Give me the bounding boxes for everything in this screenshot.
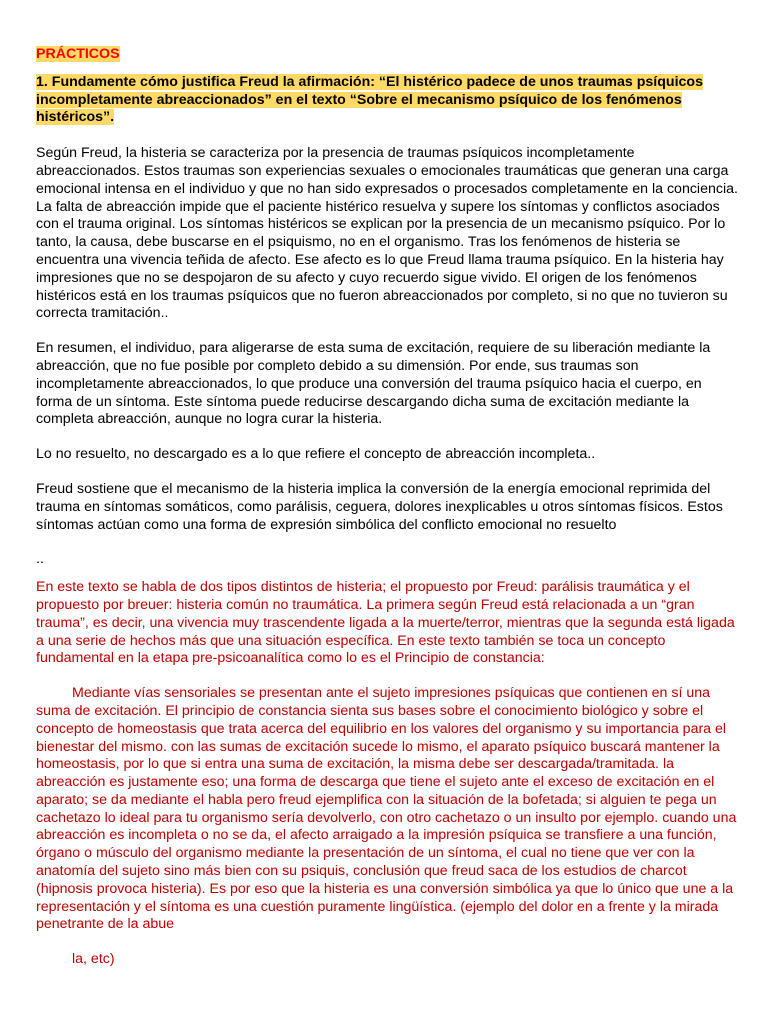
paragraph-tail: la, etc) xyxy=(72,951,115,968)
paragraph-no-resuelto: Lo no resuelto, no descargado es a lo que refiere el concepto de abreacción incompleta.. xyxy=(36,446,596,463)
paragraph-principio-constancia: Mediante vías sensoriales se presentan ante el sujeto impresiones psíquicas que contienen en sí una suma de excitación. El principio de constancia sienta sus bases sobre el conocimiento biológico y sobre el concepto de homeostasis que trata acerca del equilibrio en los valores del organismo y su importancia para el bienestar del mismo. con las sumas de excitación sucede lo mismo, el aparato psíquico buscará mantener la homeostasis, por lo que si entra una suma de excitación, la misma debe ser descargada/tramitada. la abreacción es justamente eso; una forma de descarga que tiene el sujeto ante el exceso de excitación en el aparato; se da mediante el habla pero freud ejemplifica con la situación de la bofetada; si alguien te pega un cachetazo lo ideal para tu organismo sería devolverlo, con otro cachetazo o un insulto por ejemplo. cuando una abreacción es incompleta o no se da, el afecto arraigado a la impresión psíquica se transfiere a una función, órgano o músculo del organismo mediante la presentación de un síntoma, el cual no tiene que ver con la anatomía del sujeto sino más bien con su psiquis, conclusión que freud saca de los estudios de charcot (hipnosis provoca histeria). Es por eso que la histeria es una conversión simbólica ya que lo único que une a la representación y el síntoma es una cuestión puramente lingüística. (ejemplo del dolor en a frente y la mirada penetrante de la abue xyxy=(36,685,737,933)
document-page xyxy=(36,46,740,986)
question-heading xyxy=(36,74,740,127)
section-title-text: PRÁCTICOS xyxy=(36,46,120,62)
section-title xyxy=(36,46,740,64)
paragraph-freud-histeria: Según Freud, la histeria se caracteriza por la presencia de traumas psíquicos incompletamente abreaccionados. Estos traumas son experiencias sexuales o emocionales traumáticas que generan una carga emocional intensa en el individuo y que no han sido expresados o procesados completamente en la conciencia. La falta de abreacción impide que el paciente histérico resuelva y supere los síntomas y conflictos asociados con el trauma original. Los síntomas histéricos se explican por la presencia de un mecanismo psíquico. Por lo tanto, la causa, debe buscarse en el psiquismo, no en el organismo. Tras los fenómenos de histeria se encuentra una vivencia teñida de afecto. Ese afecto es lo que Freud llama trauma psíquico. En la histeria hay impresiones que no se despojaron de su afecto y cuyo recuerdo sigue vivido. El origen de los fenómenos histéricos está en los traumas psíquicos que no fueron abreaccionados por completo, si no que no tuvieron su correcta tramitación.. xyxy=(36,145,738,322)
paragraph-mecanismo: Freud sostiene que el mecanismo de la histeria implica la conversión de la energía emocional reprimida del trauma en síntomas somáticos, como parálisis, ceguera, dolores inexplicables u otros síntomas físicos. Estos síntomas actúan como una forma de expresión simbólica del conflicto emocional no resuelto xyxy=(36,480,723,533)
question-text: 1. Fundamente cómo justifica Freud la afirmación: “El histérico padece de unos traumas psíquicos incompletamente abreaccionados” en el texto “Sobre el mecanismo psíquico de los fenómenos histéricos”. xyxy=(36,73,703,126)
paragraph-resumen: En resumen, el individuo, para aligerarse de esta suma de excitación, requiere de su liberación mediante la abreacción, que no fue posible por completo debido a su dimensión. Por ende, sus traumas son incompletamente abreaccionados, lo que produce una conversión del trauma psíquico hacia el cuerpo, en forma de un síntoma. Este síntoma puede reducirse descargando dicha suma de excitación mediante la completa abreacción, aunque no logra curar la histeria. xyxy=(36,340,711,428)
separator-dots: .. xyxy=(36,551,44,568)
paragraph-tipos-histeria: En este texto se habla de dos tipos distintos de histeria; el propuesto por Freud: parálisis traumática y el propuesto por breuer: histeria común no traumática. La primera según Freud está relacionada a un “gran trauma”, es decir, una vivencia muy trascendente ligada a la muerte/terror, mientras que la segunda está ligada a una serie de hechos más que una situación específica. En este texto también se toca un concepto fundamental en la etapa pre-psicoanalítica como lo es el Principio de constancia: xyxy=(36,579,735,667)
